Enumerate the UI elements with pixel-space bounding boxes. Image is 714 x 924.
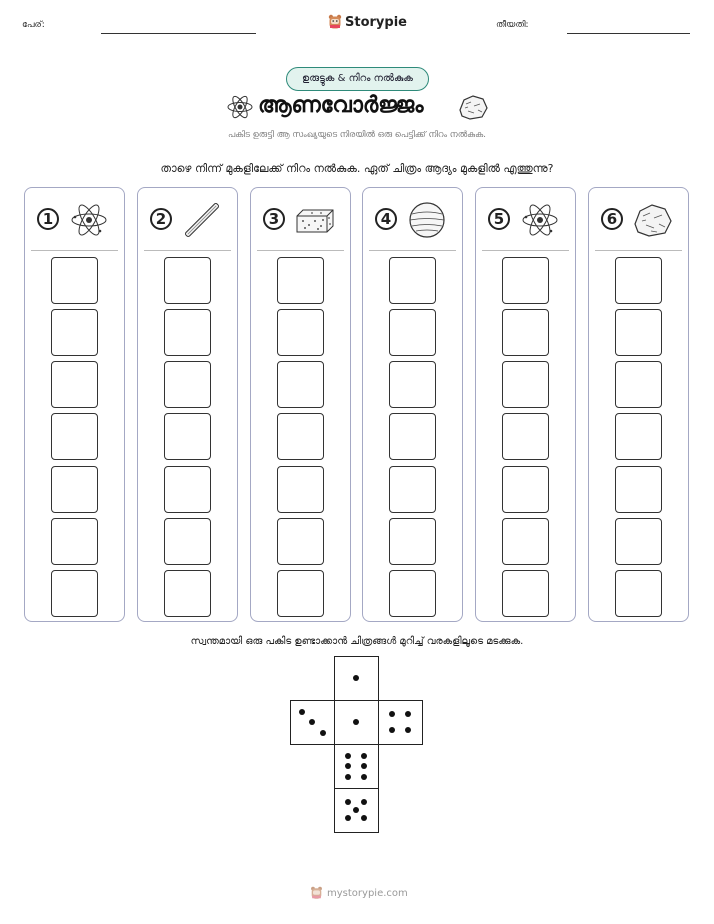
die-pip [361,753,367,759]
column-divider [595,250,682,251]
die-pip [353,675,359,681]
color-box[interactable] [164,466,211,513]
color-box[interactable] [51,570,98,617]
color-box[interactable] [389,570,436,617]
die-face-6 [334,744,379,789]
column-divider [369,250,456,251]
die-pip [345,763,351,769]
column-divider [31,250,118,251]
die-pip [405,711,411,717]
die-pip [389,727,395,733]
color-box[interactable] [502,309,549,356]
die-pip [361,774,367,780]
die-pip [345,753,351,759]
sphere-icon [405,200,449,240]
die-pip [299,709,305,715]
die-pip [389,711,395,717]
die-pip [361,763,367,769]
color-box[interactable] [389,413,436,460]
die-pip [345,799,351,805]
color-box[interactable] [502,570,549,617]
brand-name: Storypie [345,14,407,30]
brand-logo [328,14,407,30]
color-box[interactable] [277,518,324,565]
die-face-3 [290,700,335,745]
color-box[interactable] [502,257,549,304]
color-box[interactable] [51,309,98,356]
color-box[interactable] [164,361,211,408]
color-box[interactable] [164,570,211,617]
column-number: 3 [263,208,285,230]
color-box[interactable] [51,466,98,513]
footer [310,886,408,900]
die-pip [345,774,351,780]
color-box[interactable] [389,309,436,356]
color-box[interactable] [51,518,98,565]
column-number: 6 [601,208,623,230]
net-caption: സ്വന്തമായി ഒരു പകിട ഉണ്ടാക്കാൻ ചിത്രങ്ങൾ മുറിച്ച് വരകളിലൂടെ മടക്കുക. [190,636,524,647]
atom-icon [67,200,111,240]
die-column-5 [475,187,576,622]
uranium-rock-icon [456,92,490,122]
name-label: പേര്: [22,20,45,30]
die-face-1 [334,700,379,745]
color-box[interactable] [164,257,211,304]
color-box[interactable] [389,257,436,304]
color-box[interactable] [277,361,324,408]
die-column-4 [362,187,463,622]
page-title: ആണവോർജ്ജം [258,93,424,118]
color-box[interactable] [615,466,662,513]
die-column-3 [250,187,351,622]
color-box[interactable] [615,257,662,304]
die-face-5 [334,788,379,833]
color-box[interactable] [389,518,436,565]
fuel-rod-icon [180,200,224,240]
die-column-1 [24,187,125,622]
color-box[interactable] [615,518,662,565]
column-number: 2 [150,208,172,230]
color-box[interactable] [164,309,211,356]
column-number: 4 [375,208,397,230]
color-box[interactable] [615,570,662,617]
subtitle: പകിട ഉരുട്ടി ആ സംഖ്യയുടെ നിരയിൽ ഒരു പെട്ടിക്ക് നിറം നൽകുക. [228,130,486,140]
die-pip [361,815,367,821]
name-field[interactable] [101,33,256,34]
date-label: തീയതി: [496,20,529,30]
color-box[interactable] [51,413,98,460]
color-box[interactable] [51,361,98,408]
color-box[interactable] [277,309,324,356]
color-box[interactable] [277,570,324,617]
die-pip [345,815,351,821]
die-face-1 [334,656,379,701]
activity-badge: ഉരുട്ടുക & നിറം നൽകുക [286,67,429,91]
color-box[interactable] [502,518,549,565]
uranium-rock-icon [631,200,675,240]
color-box[interactable] [615,361,662,408]
column-number: 1 [37,208,59,230]
atom-icon [225,92,255,122]
color-box[interactable] [615,309,662,356]
color-box[interactable] [164,413,211,460]
die-pip [353,719,359,725]
color-box[interactable] [277,257,324,304]
column-number: 5 [488,208,510,230]
footer-url: mystorypie.com [327,887,408,899]
die-pip [361,799,367,805]
bear-icon [310,886,323,900]
color-box[interactable] [615,413,662,460]
die-pip [309,719,315,725]
color-box[interactable] [502,361,549,408]
die-column-6 [588,187,689,622]
instruction: താഴെ നിന്ന് മുകളിലേക്ക് നിറം നൽകുക. ഏത് ചിത്രം ആദ്യം മുകളിൽ എത്തുന്നു? [160,162,554,175]
bear-icon [328,14,342,30]
atom-icon [518,200,562,240]
color-box[interactable] [277,466,324,513]
color-box[interactable] [502,413,549,460]
die-pip [405,727,411,733]
color-box[interactable] [502,466,549,513]
die-pip [320,730,326,736]
color-box[interactable] [164,518,211,565]
color-box[interactable] [389,466,436,513]
column-divider [482,250,569,251]
die-pip [353,807,359,813]
date-field[interactable] [567,33,690,34]
color-box[interactable] [277,413,324,460]
die-column-2 [137,187,238,622]
color-box[interactable] [389,361,436,408]
color-box[interactable] [51,257,98,304]
die-face-4 [378,700,423,745]
column-divider [144,250,231,251]
column-divider [257,250,344,251]
fuel-pellet-icon [293,200,337,240]
